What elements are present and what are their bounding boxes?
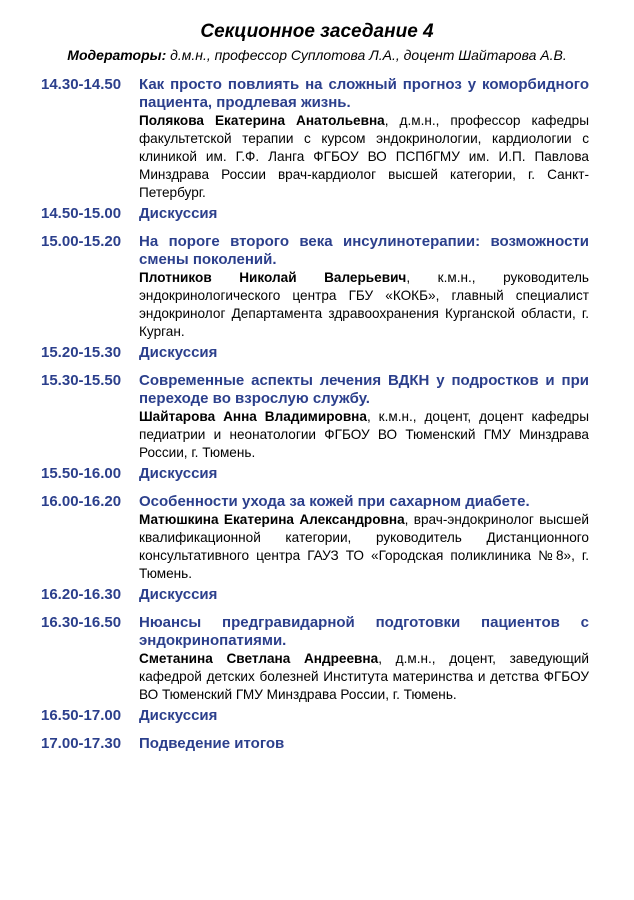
schedule-item-discussion [41, 344, 589, 362]
speaker-credentials: , к.м.н., доцент, доцент кафедры педиатрии и неонатологии ФГБОУ ВО Тюменский ГМУ Минздрава России, г. Тюмень. [139, 409, 589, 460]
slot-time: 14.50-15.00 [41, 205, 122, 222]
speaker-credentials: , д.м.н., доцент, заведующий кафедрой детских болезней Института материнства и детства ФГБОУ ВО Тюменский ГМУ Минздрава России, г. Тюмень. [139, 651, 589, 702]
speaker-info [139, 650, 589, 704]
slot-time: 15.50-16.00 [41, 465, 122, 482]
slot-time: 17.00-17.30 [41, 735, 122, 752]
schedule-item-talk [41, 76, 589, 202]
schedule-item-talk [41, 614, 589, 704]
talk-topic: На пороге второго века инсулинотерапии: возможности смены поколений. [139, 233, 589, 268]
slot-time: 15.30-15.50 [41, 372, 122, 389]
speaker-credentials: , врач-эндокринолог высшей квалификационной категории, руководитель Дистанционного консультативного центра ГАУЗ ТО «Городская поликлиника №8», г. Тюмень. [139, 512, 589, 581]
slot-time: 16.30-16.50 [41, 614, 122, 631]
slot-time: 16.00-16.20 [41, 493, 122, 510]
schedule-item-talk [41, 372, 589, 462]
talk-topic: Как просто повлиять на сложный прогноз у коморбидного пациента, продлевая жизнь. [139, 76, 589, 111]
schedule-item-discussion [41, 465, 589, 483]
schedule-item-discussion [41, 707, 589, 725]
closing-label: Подведение итогов [139, 735, 285, 752]
speaker-info [139, 511, 589, 583]
discussion-label: Дискуссия [139, 707, 218, 724]
discussion-label: Дискуссия [139, 205, 218, 222]
discussion-label: Дискуссия [139, 465, 218, 482]
speaker-name: Полякова Екатерина Анатольевна [139, 113, 385, 128]
talk-topic: Современные аспекты лечения ВДКН у подростков и при переходе во взрослую службу. [139, 372, 589, 407]
schedule-item-discussion [41, 205, 589, 223]
speaker-name: Плотников Николай Валерьевич [139, 270, 407, 285]
schedule-item-discussion [41, 586, 589, 604]
schedule-item-talk [41, 493, 589, 583]
speaker-credentials: , д.м.н., профессор кафедры факультетской терапии с курсом эндокринологии, кардиологии с клиникой им. Г.Ф. Ланга ФГБОУ ВО ПСПбГМУ им. И.П. Павлова Минздрава России врач-кардиолог высшей категории, г. Санкт-Петербург. [139, 113, 590, 200]
speaker-name: Матюшкина Екатерина Александровна [139, 512, 405, 527]
moderators-label: Модераторы: [67, 47, 167, 63]
moderators-line [0, 46, 634, 64]
moderators-text: д.м.н., профессор Суплотова Л.А., доцент Шайтарова А.В. [166, 47, 567, 63]
slot-time: 15.00-15.20 [41, 233, 122, 250]
discussion-label: Дискуссия [139, 344, 218, 361]
slot-time: 16.50-17.00 [41, 707, 122, 724]
talk-topic: Нюансы предгравидарной подготовки пациентов с эндокринопатиями. [139, 614, 589, 649]
slot-time: 14.30-14.50 [41, 76, 122, 93]
talk-topic: Особенности ухода за кожей при сахарном диабете. [139, 493, 530, 510]
schedule-item-closing [41, 735, 589, 753]
speaker-name: Шайтарова Анна Владимировна [139, 409, 367, 424]
schedule-item-talk [41, 233, 589, 341]
speaker-name: Сметанина Светлана Андреевна [139, 651, 379, 666]
slot-time: 15.20-15.30 [41, 344, 122, 361]
schedule [41, 76, 589, 753]
discussion-label: Дискуссия [139, 586, 218, 603]
speaker-credentials: , к.м.н., руководитель эндокринологического центра ГБУ «КОКБ», главный специалист эндокринолог Департамента здравоохранения Курганской области, г. Курган. [139, 270, 590, 339]
speaker-info [139, 112, 589, 202]
speaker-info [139, 269, 589, 341]
speaker-info [139, 408, 589, 462]
session-title: Секционное заседание 4 [200, 21, 434, 42]
slot-time: 16.20-16.30 [41, 586, 122, 603]
